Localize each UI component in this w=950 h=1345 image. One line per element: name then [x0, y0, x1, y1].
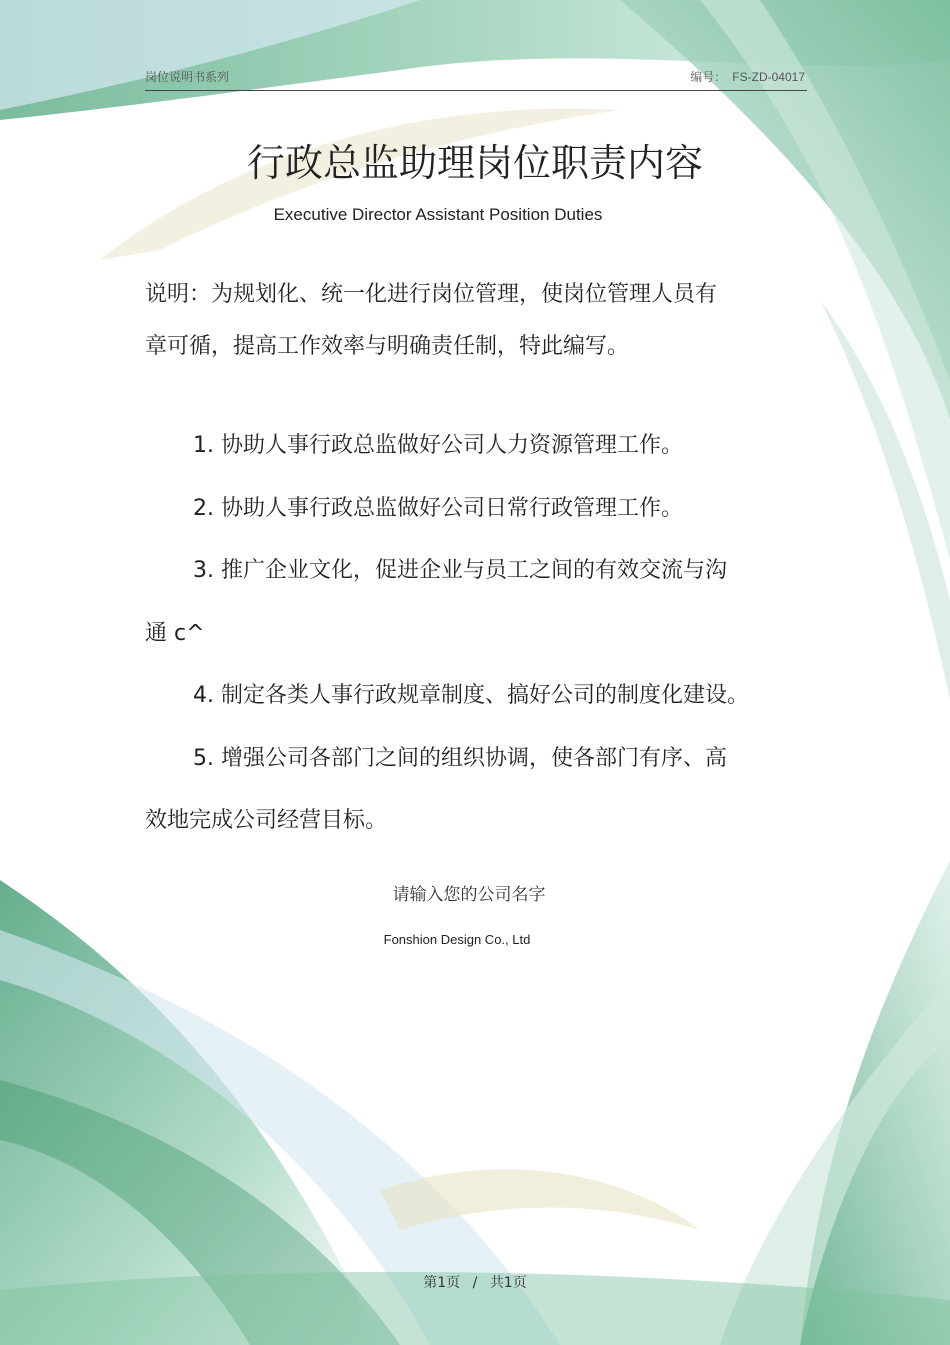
header-series: 岗位说明书系列 — [145, 70, 230, 84]
intro-line-2: 章可循，提高工作效率与明确责任制，特此编写。 — [145, 334, 630, 359]
company-name-cn: 请输入您的公司名字 — [392, 885, 546, 905]
document-title: 行政总监助理岗位职责内容 — [246, 141, 703, 185]
duty-item-3: 3. 推广企业文化，促进企业与员工之间的有效交流与沟 — [193, 558, 727, 583]
duty-item-5-cont: 效地完成公司经营目标。 — [145, 808, 388, 833]
duty-item-3-cont: 通 c^ — [145, 621, 205, 646]
footer-total: 共1页 — [489, 1275, 527, 1291]
company-name-en: Fonshion Design Co., Ltd — [383, 932, 531, 947]
page-footer — [0, 1272, 950, 1292]
header-rule — [145, 90, 807, 91]
intro-line-1: 说明：为规划化、统一化进行岗位管理，使岗位管理人员有 — [145, 282, 718, 307]
header-code-label: 编号： — [690, 70, 727, 84]
footer-separator: / — [472, 1275, 478, 1291]
duty-item-1: 1. 协助人事行政总监做好公司人力资源管理工作。 — [193, 433, 683, 458]
header-code — [690, 68, 805, 85]
document-subtitle: Executive Director Assistant Position Duties — [273, 205, 603, 224]
duty-item-2: 2. 协助人事行政总监做好公司日常行政管理工作。 — [193, 496, 683, 521]
header-code-value: FS-ZD-04017 — [732, 70, 805, 84]
footer-page: 第1页 — [423, 1275, 461, 1291]
duty-item-5: 5. 增强公司各部门之间的组织协调，使各部门有序、高 — [193, 746, 727, 771]
duty-item-4: 4. 制定各类人事行政规章制度、搞好公司的制度化建设。 — [193, 683, 749, 708]
